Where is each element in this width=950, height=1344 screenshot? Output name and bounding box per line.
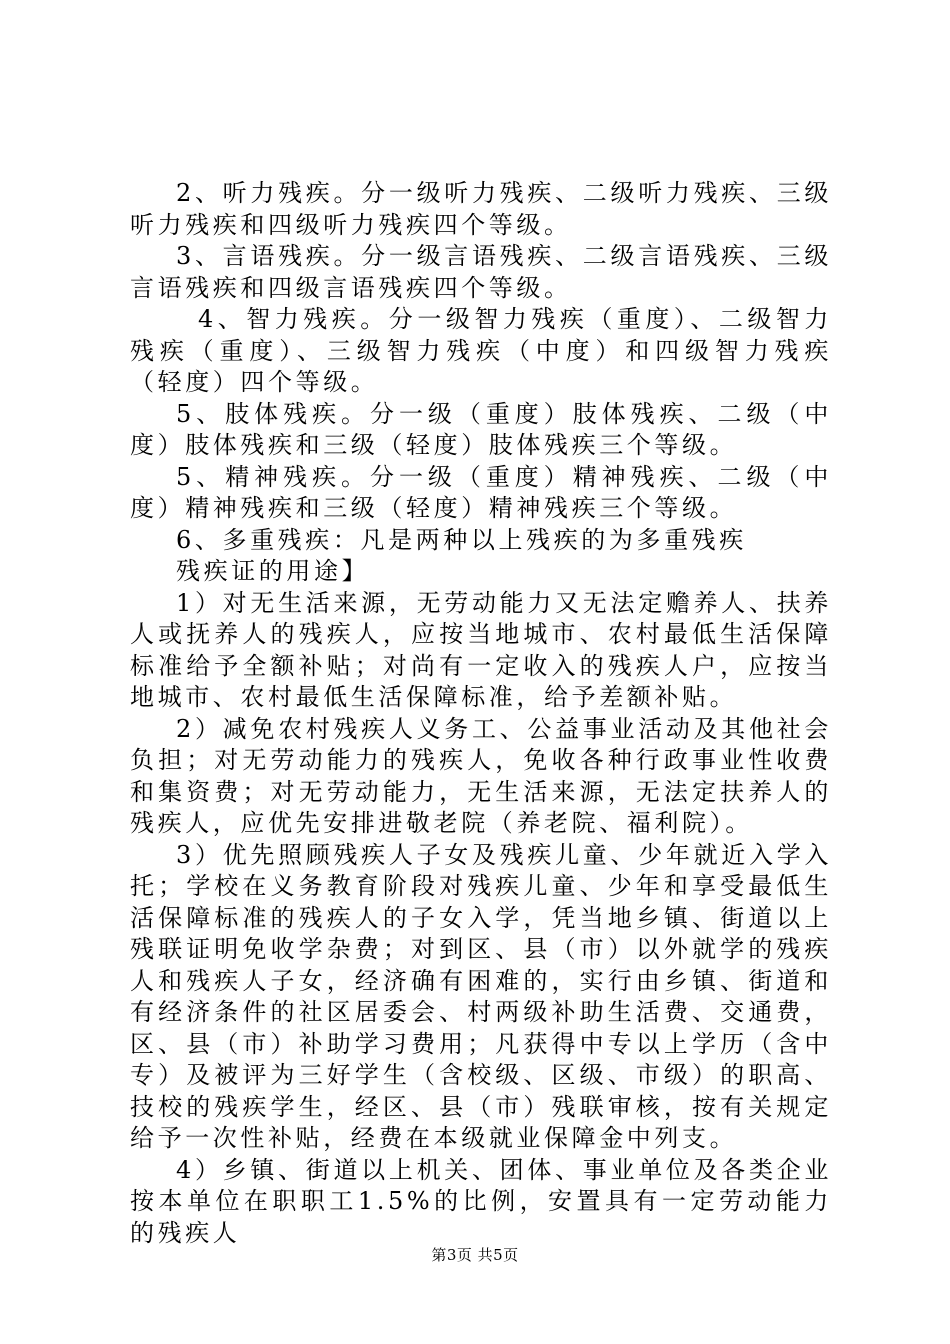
paragraph-use-3: 3）优先照顾残疾人子女及残疾儿童、少年就近入学入托；学校在义务教育阶段对残疾儿童、少年和享受最低生活保障标准的残疾人的子女入学，凭当地乡镇、街道以上残联证明免收学杂费；对到区、县（市）以外就学的残疾人和残疾人子女，经济确有困难的，实行由乡镇、街道和有经济条件的社区居委会、村两级补助生活费、交通费，区、县（市）补助学习费用；凡获得中专以上学历（含中专）及被评为三好学生（含校级、区级、市级）的职高、技校的残疾学生，经区、县（市）残联审核，按有关规定给予一次性补贴，经费在本级就业保障金中列支。 <box>130 840 832 1152</box>
paragraph-multiple-disability: 6、多重残疾：凡是两种以上残疾的为多重残疾 <box>176 525 747 554</box>
document-body <box>130 178 832 1249</box>
paragraph-physical-disability: 5、肢体残疾。分一级（重度）肢体残疾、二级（中度）肢体残疾和三级（轻度）肢体残疾三个等级。 <box>130 399 832 459</box>
paragraph-hearing-disability: 2、听力残疾。分一级听力残疾、二级听力残疾、三级听力残疾和四级听力残疾四个等级。 <box>130 179 832 239</box>
paragraph-use-4: 4）乡镇、街道以上机关、团体、事业单位及各类企业按本单位在职职工1.5%的比例，安置具有一定劳动能力的残疾人 <box>130 1155 832 1247</box>
paragraph-intellectual-disability: 4、智力残疾。分一级智力残疾（重度）、二级智力残疾（重度）、三级智力残疾（中度）和四级智力残疾（轻度）四个等级。 <box>130 305 832 396</box>
section-heading-certificate-uses: 残疾证的用途】 <box>176 557 370 585</box>
paragraph-mental-disability: 5、精神残疾。分一级（重度）精神残疾、二级（中度）精神残疾和三级（轻度）精神残疾三个等级。 <box>130 462 832 522</box>
paragraph-use-2: 2）减免农村残疾人义务工、公益事业活动及其他社会负担；对无劳动能力的残疾人，免收各种行政事业性收费和集资费；对无劳动能力，无生活来源，无法定扶养人的残疾人，应优先安排进敬老院（养老院、福利院）。 <box>130 714 832 837</box>
paragraph-speech-disability: 3、言语残疾。分一级言语残疾、二级言语残疾、三级言语残疾和四级言语残疾四个等级。 <box>130 242 832 302</box>
page-footer: 第3页 共5页 <box>431 1246 519 1264</box>
paragraph-use-1: 1）对无生活来源，无劳动能力又无法定赡养人、扶养人或抚养人的残疾人，应按当地城市、农村最低生活保障标准给予全额补贴；对尚有一定收入的残疾人户，应按当地城市、农村最低生活保障标准，给予差额补贴。 <box>130 588 832 711</box>
